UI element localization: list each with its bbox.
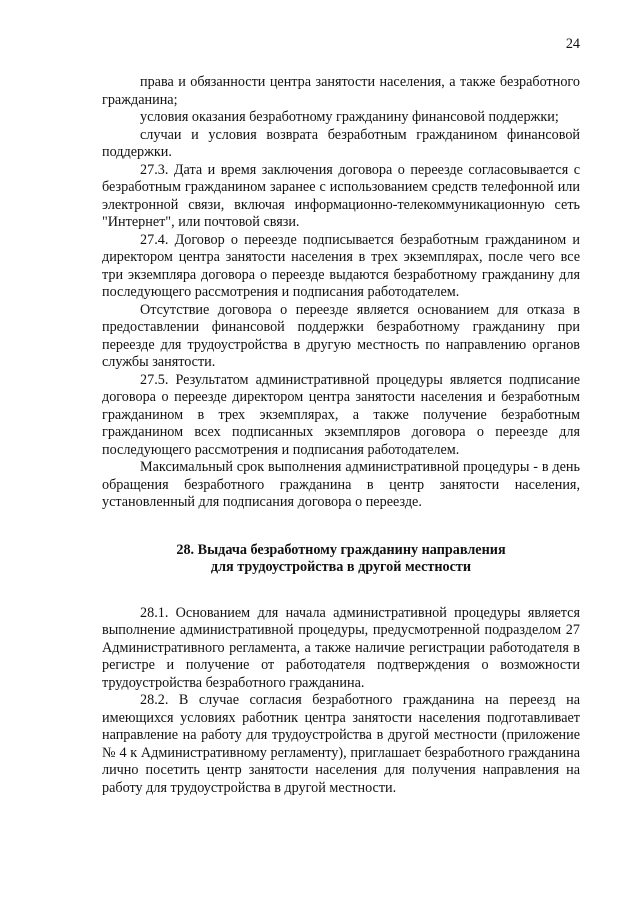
heading-line-2: для трудоустройства в другой местности [210, 559, 472, 575]
paragraph: условия оказания безработному гражданину финансовой поддержки; [140, 109, 559, 125]
paragraph: права и обязанности центра занятости населения, а также безработного гражданина; [102, 74, 580, 108]
paragraph: 28.2. В случае согласия безработного гражданина на переезд на имеющихся условиях работник центра занятости населения подготавливает направление на работу для трудоустройства в другой местности (приложение № 4 к Административному регламенту), приглашает безработного гражданина лично посетить центр занятости населения для получения направления на работу для трудоустройства в другой местности. [102, 692, 580, 796]
paragraph: 27.4. Договор о переезде подписывается безработным гражданином и директором центра занятости населения в трех экземплярах, после чего все три экземпляра договора о переезде выдаются безработному гражданину для последующего рассмотрения и подписания работодателем. [102, 231, 580, 300]
document-body [102, 74, 580, 797]
paragraph: Максимальный срок выполнения административной процедуры - в день обращения безработного гражданина в центр занятости населения, установленный для подписания договора о переезде. [102, 459, 580, 510]
paragraph: Отсутствие договора о переезде является основанием для отказа в предоставлении финансовой поддержки безработному гражданину при переезде для трудоустройства в другую местность по направлению органов службы занятости. [102, 301, 580, 370]
paragraph: случаи и условия возврата безработным гражданином финансовой поддержки. [102, 126, 580, 160]
paragraph: 27.5. Результатом административной процедуры является подписание договора о переезде директором центра занятости населения и безработным гражданином в трех экземплярах, а также получение безработным гражданином всех подписанных экземпляров договора о переезде для последующего рассмотрения и подписания работодателем. [102, 371, 580, 458]
section-28-body [102, 605, 580, 798]
page-number: 24 [565, 36, 580, 52]
paragraph: 28.1. Основанием для начала административной процедуры является выполнение административной процедуры, предусмотренной подразделом 27 Административного регламента, а также наличие регистрации работодателя в регистре и получение от работодателя подтверждения о возможности трудоустройства безработного гражданина. [102, 604, 580, 691]
section-27-continuation [102, 74, 580, 512]
paragraph: 27.3. Дата и время заключения договора о переезде согласовывается с безработным гражданином заранее с использованием средств телефонной или электронной связи, включая информационно-телекоммуникационную сеть "Интернет", или почтовой связи. [102, 161, 580, 230]
section-heading [102, 542, 580, 577]
heading-line-1: 28. Выдача безработному гражданину направления [176, 541, 506, 558]
